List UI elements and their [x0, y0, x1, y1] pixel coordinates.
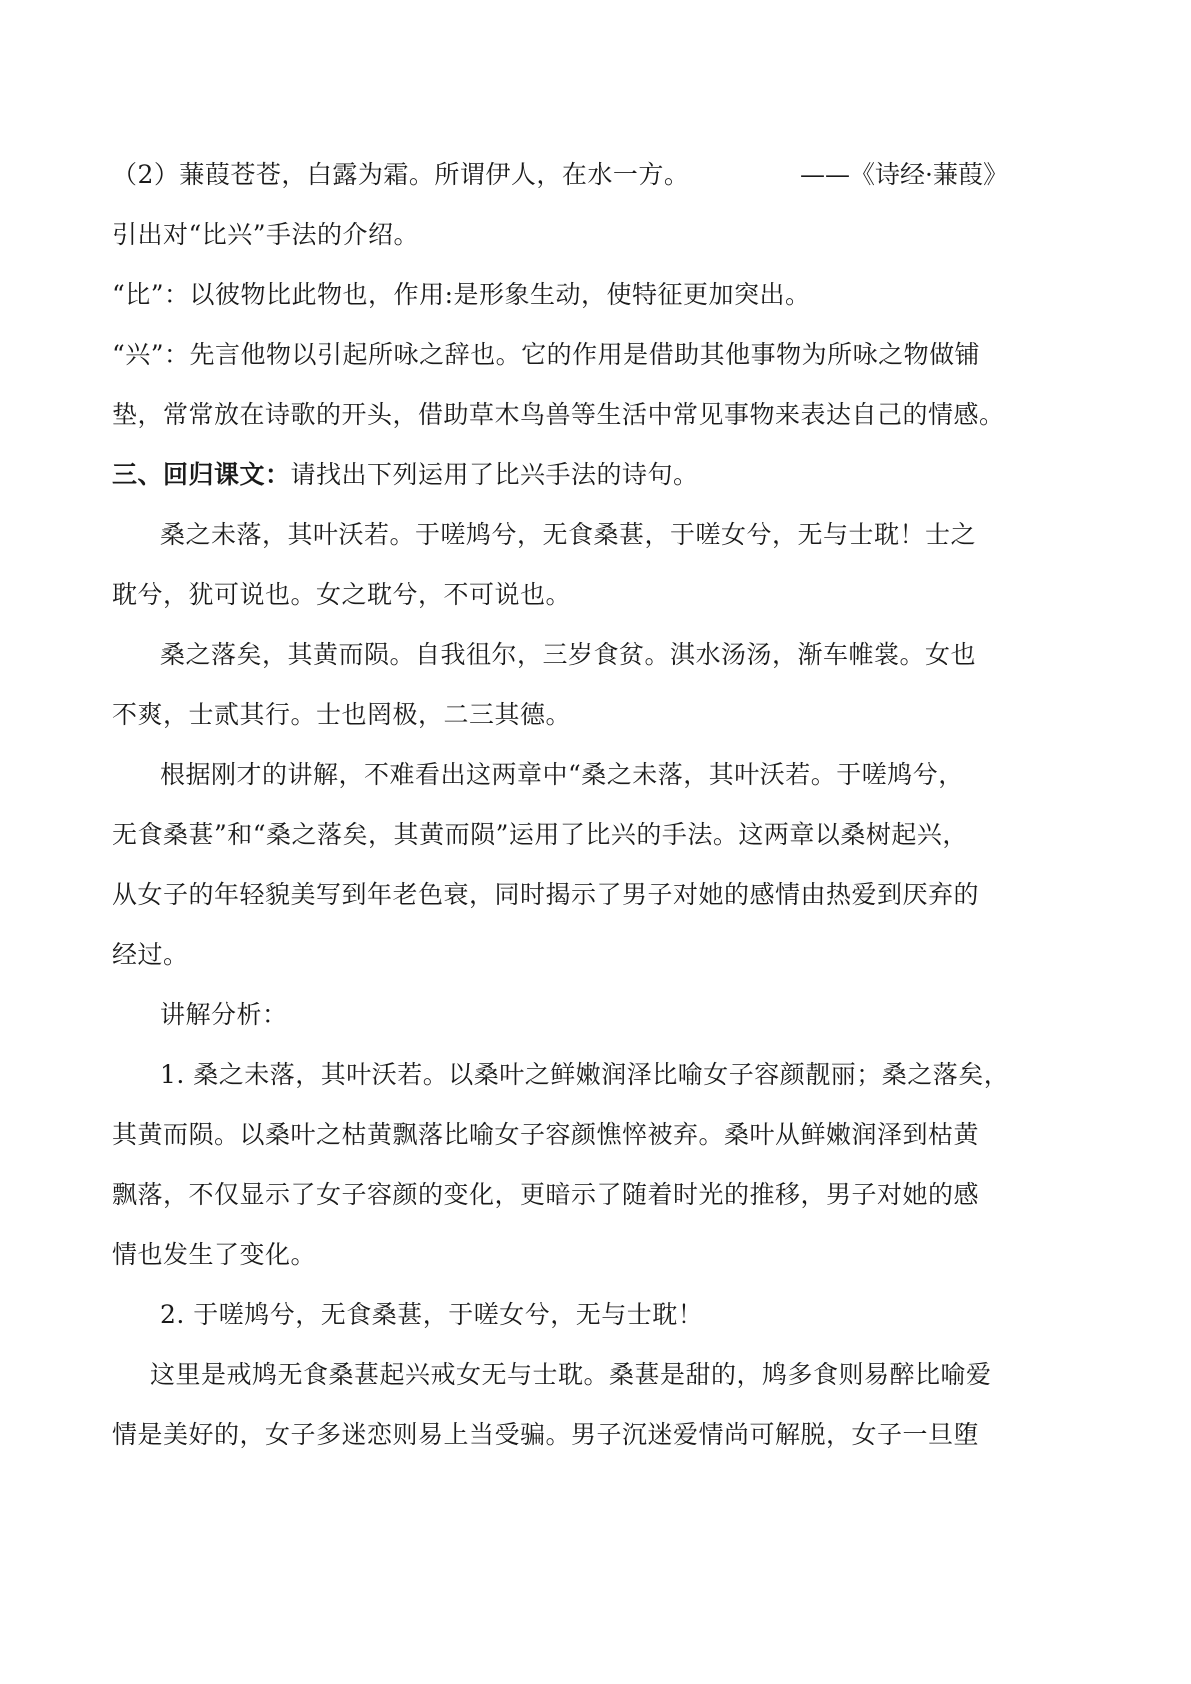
point-2-line-1: 这里是戒鸠无食桑葚起兴戒女无与士耽。桑葚是甜的，鸠多食则易醉比喻爱: [150, 1360, 992, 1389]
point-1-line-1: 1. 桑之未落，其叶沃若。以桑叶之鲜嫩润泽比喻女子容颜靓丽；桑之落矣，: [160, 1060, 1010, 1089]
section-heading-line: [112, 458, 699, 492]
poem-stanza-1-line-1: 桑之未落，其叶沃若。于嗟鸠兮，无食桑葚，于嗟女兮，无与士耽！士之: [160, 520, 977, 549]
poem-stanza-2-line-1: 桑之落矣，其黄而陨。自我徂尔，三岁食贫。淇水汤汤，渐车帷裳。女也: [160, 640, 977, 669]
section-instruction: 请找出下列运用了比兴手法的诗句。: [290, 460, 699, 489]
analysis-paragraph-line-2: 无食桑葚”和“桑之落矣，其黄而陨”运用了比兴的手法。这两章以桑树起兴，: [112, 820, 968, 849]
poem-quote-line: [112, 158, 689, 192]
analysis-paragraph-line-3: 从女子的年轻貌美写到年老色衰，同时揭示了男子对她的感情由热爱到厌弃的: [112, 880, 980, 909]
definition-bi: “比”：以彼物比此物也，作用:是形象生动，使特征更加突出。: [112, 280, 811, 309]
analysis-heading: 讲解分析：: [160, 1000, 288, 1029]
poem-stanza-1-line-2: 耽兮，犹可说也。女之耽兮，不可说也。: [112, 580, 572, 609]
analysis-paragraph-line-4: 经过。: [112, 940, 189, 969]
point-1-line-3: 飘落，不仅显示了女子容颜的变化，更暗示了随着时光的推移，男子对她的感: [112, 1180, 980, 1209]
poem-stanza-2-line-2: 不爽，士贰其行。士也罔极，二三其德。: [112, 700, 572, 729]
section-heading: 三、回归课文：: [112, 460, 291, 489]
point-2-line-2: 情是美好的，女子多迷恋则易上当受骗。男子沉迷爱情尚可解脱，女子一旦堕: [112, 1420, 980, 1449]
definition-xing-line-1: “兴”：先言他物以引起所咏之辞也。它的作用是借助其他事物为所咏之物做铺: [112, 340, 981, 369]
point-1-line-2: 其黄而陨。以桑叶之枯黄飘落比喻女子容颜憔悴被弃。桑叶从鲜嫩润泽到枯黄: [112, 1120, 980, 1149]
definition-xing-line-2: 垫，常常放在诗歌的开头，借助草木鸟兽等生活中常见事物来表达自己的情感。: [112, 400, 1005, 429]
point-1-line-4: 情也发生了变化。: [112, 1240, 317, 1269]
point-2-heading: 2. 于嗟鸠兮，无食桑葚，于嗟女兮，无与士耽！: [160, 1300, 704, 1329]
poem-source: ——《诗经·蒹葭》: [800, 160, 1008, 189]
poem-quote: （2）蒹葭苍苍，白露为霜。所谓伊人，在水一方。: [112, 160, 690, 189]
analysis-paragraph-line-1: 根据刚才的讲解，不难看出这两章中“桑之未落，其叶沃若。于嗟鸠兮，: [160, 760, 964, 789]
paragraph-intro: 引出对“比兴”手法的介绍。: [112, 220, 420, 249]
